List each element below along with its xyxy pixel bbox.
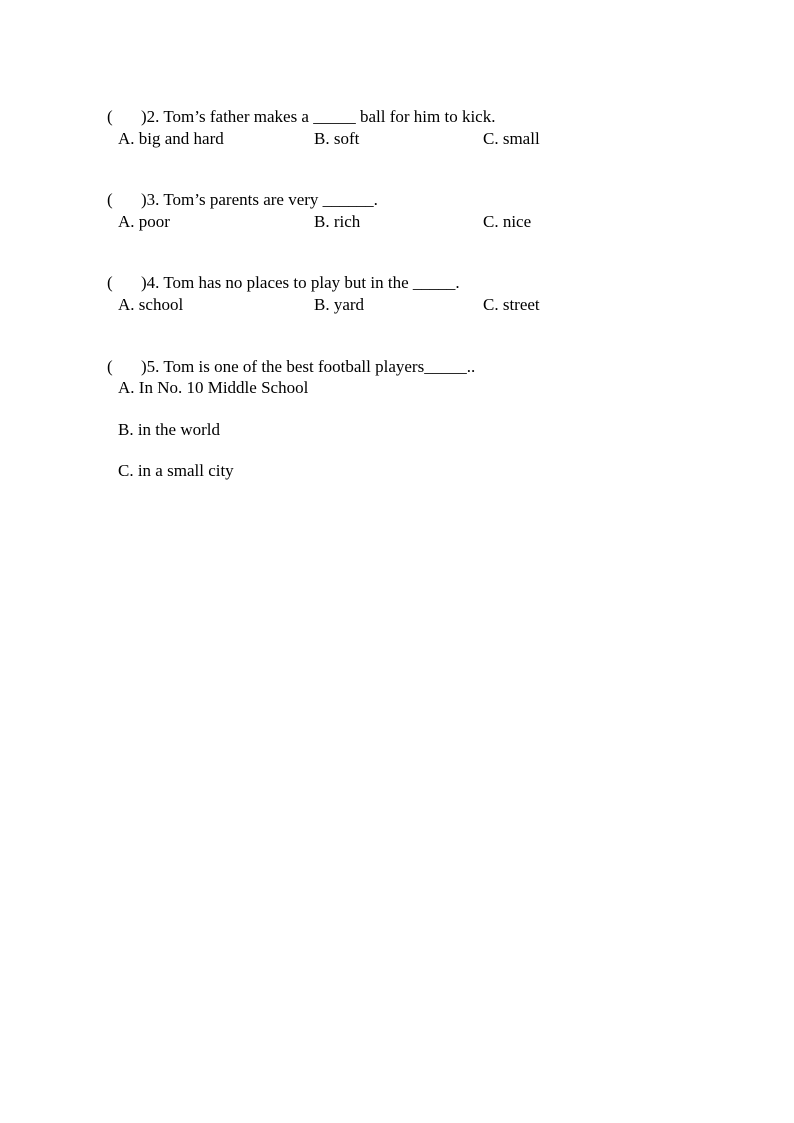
question-text: )3. Tom’s parents are very ______. bbox=[141, 190, 378, 209]
question-text: )4. Tom has no places to play but in the _____. bbox=[141, 273, 460, 292]
answer-paren: ( bbox=[107, 107, 113, 126]
option-a: A. poor bbox=[118, 212, 170, 231]
option-b: B. yard bbox=[314, 295, 365, 314]
option-c: C. nice bbox=[483, 212, 532, 231]
option-b: B. rich bbox=[314, 212, 361, 231]
answer-paren: ( bbox=[107, 190, 113, 209]
option-c: C. small bbox=[483, 129, 540, 148]
option-b: B. soft bbox=[314, 129, 360, 148]
option-b: B. in the world bbox=[118, 420, 220, 439]
option-c: C. street bbox=[483, 295, 540, 314]
option-a: A. school bbox=[118, 295, 184, 314]
question-text: )5. Tom is one of the best football players_____.. bbox=[141, 357, 476, 376]
option-a: A. big and hard bbox=[118, 129, 224, 148]
option-a: A. In No. 10 Middle School bbox=[118, 378, 309, 397]
answer-paren: ( bbox=[107, 357, 113, 376]
question-text: )2. Tom’s father makes a _____ ball for him to kick. bbox=[141, 107, 496, 126]
option-c: C. in a small city bbox=[118, 461, 234, 480]
answer-paren: ( bbox=[107, 273, 113, 292]
